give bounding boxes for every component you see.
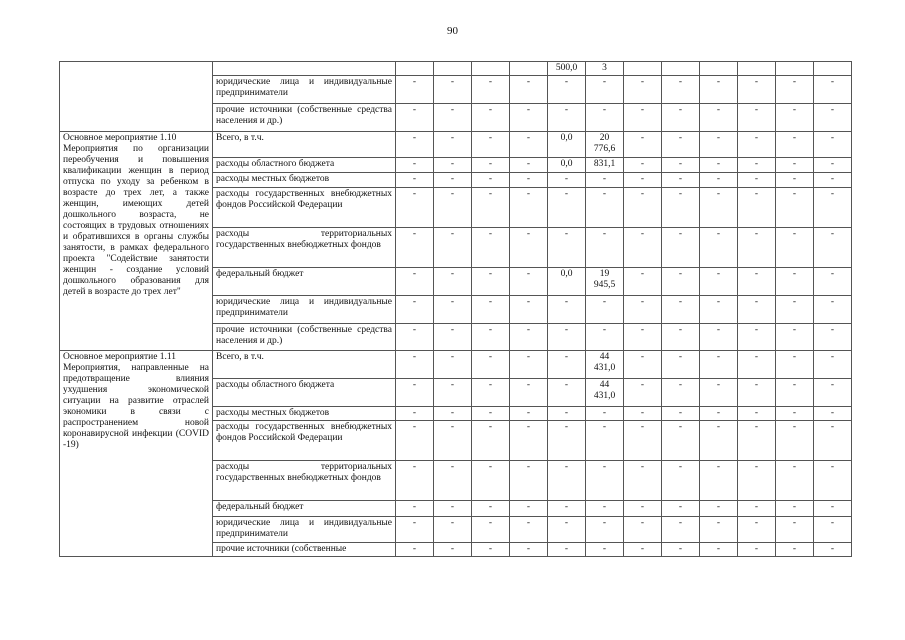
value-cell: - xyxy=(700,501,738,517)
value-cell: - xyxy=(434,461,472,501)
value-cell: - xyxy=(814,421,852,461)
value-cell: - xyxy=(472,132,510,158)
value-cell: - xyxy=(548,543,586,557)
value-cell xyxy=(700,62,738,76)
value-cell: - xyxy=(662,76,700,104)
value-cell xyxy=(776,62,814,76)
value-cell: - xyxy=(396,268,434,296)
value-cell xyxy=(434,62,472,76)
value-cell: - xyxy=(510,173,548,188)
value-cell: - xyxy=(700,296,738,324)
value-cell: - xyxy=(586,324,624,351)
value-cell: 44 431,0 xyxy=(586,379,624,407)
value-cell: - xyxy=(396,461,434,501)
value-cell: - xyxy=(662,173,700,188)
value-cell: - xyxy=(434,421,472,461)
measure-1-10 xyxy=(60,132,213,351)
value-cell: - xyxy=(472,188,510,228)
value-cell: 19 945,5 xyxy=(586,268,624,296)
value-cell: - xyxy=(586,228,624,268)
value-cell: - xyxy=(776,461,814,501)
value-cell xyxy=(738,62,776,76)
value-cell: - xyxy=(624,228,662,268)
value-cell: - xyxy=(472,421,510,461)
value-cell: - xyxy=(434,407,472,421)
value-cell: - xyxy=(586,407,624,421)
value-cell: - xyxy=(776,296,814,324)
value-cell: - xyxy=(510,228,548,268)
value-cell: - xyxy=(738,324,776,351)
value-cell: - xyxy=(624,461,662,501)
value-cell: - xyxy=(396,188,434,228)
value-cell: - xyxy=(472,296,510,324)
value-cell: - xyxy=(548,76,586,104)
value-cell: - xyxy=(586,501,624,517)
value-cell: - xyxy=(472,379,510,407)
source-label: юридические лица и индивидуальные предприниматели xyxy=(213,76,396,104)
value-cell: - xyxy=(510,324,548,351)
source-label: расходы государственных внебюджетных фондов Российской Федерации xyxy=(213,188,396,228)
value-cell: - xyxy=(700,324,738,351)
value-cell: - xyxy=(548,351,586,379)
value-cell: - xyxy=(510,296,548,324)
value-cell: - xyxy=(662,421,700,461)
value-cell: - xyxy=(776,132,814,158)
value-cell: - xyxy=(738,132,776,158)
value-cell: - xyxy=(738,188,776,228)
value-cell: - xyxy=(662,407,700,421)
value-cell: - xyxy=(814,188,852,228)
value-cell: - xyxy=(624,407,662,421)
measure-1-11 xyxy=(60,351,213,557)
value-cell: - xyxy=(472,501,510,517)
value-cell xyxy=(662,62,700,76)
value-cell: - xyxy=(548,104,586,132)
value-cell: - xyxy=(700,351,738,379)
source-label: Всего, в т.ч. xyxy=(213,132,396,158)
value-cell: - xyxy=(814,501,852,517)
value-cell: - xyxy=(434,379,472,407)
value-cell: - xyxy=(738,501,776,517)
value-cell: - xyxy=(586,296,624,324)
value-cell: - xyxy=(700,407,738,421)
value-cell: - xyxy=(434,228,472,268)
value-cell: - xyxy=(510,407,548,421)
value-cell: - xyxy=(548,228,586,268)
value-cell: - xyxy=(586,173,624,188)
value-cell: - xyxy=(776,158,814,173)
value-cell: - xyxy=(396,501,434,517)
value-cell: - xyxy=(396,351,434,379)
source-label xyxy=(213,62,396,76)
value-cell: - xyxy=(814,407,852,421)
table-row xyxy=(60,132,852,158)
value-cell: - xyxy=(814,104,852,132)
value-cell: - xyxy=(510,268,548,296)
value-cell: - xyxy=(662,501,700,517)
value-cell: - xyxy=(814,228,852,268)
value-cell: - xyxy=(662,543,700,557)
source-label: прочие источники (собственные xyxy=(213,543,396,557)
value-cell: - xyxy=(510,76,548,104)
value-cell: - xyxy=(662,158,700,173)
value-cell: - xyxy=(662,379,700,407)
value-cell: - xyxy=(814,296,852,324)
value-cell: - xyxy=(700,228,738,268)
source-label: прочие источники (собственные средства населения и др.) xyxy=(213,324,396,351)
value-cell: - xyxy=(700,173,738,188)
value-cell: - xyxy=(434,76,472,104)
source-label: расходы территориальных государственных внебюджетных фондов xyxy=(213,461,396,501)
value-cell: - xyxy=(624,158,662,173)
source-label: юридические лица и индивидуальные предприниматели xyxy=(213,296,396,324)
value-cell: 20 776,6 xyxy=(586,132,624,158)
source-label: юридические лица и индивидуальные предприниматели xyxy=(213,517,396,543)
value-cell: 500,0 xyxy=(548,62,586,76)
value-cell: - xyxy=(396,421,434,461)
value-cell: - xyxy=(472,268,510,296)
value-cell: - xyxy=(662,268,700,296)
value-cell: - xyxy=(472,543,510,557)
value-cell: - xyxy=(472,351,510,379)
value-cell: - xyxy=(700,268,738,296)
value-cell: - xyxy=(700,421,738,461)
value-cell: - xyxy=(776,517,814,543)
page-number: 90 xyxy=(447,25,458,37)
source-label: Всего, в т.ч. xyxy=(213,351,396,379)
value-cell: - xyxy=(776,501,814,517)
value-cell: - xyxy=(700,132,738,158)
value-cell: - xyxy=(434,324,472,351)
value-cell xyxy=(472,62,510,76)
value-cell: 0,0 xyxy=(548,132,586,158)
source-label: прочие источники (собственные средства населения и др.) xyxy=(213,104,396,132)
value-cell: - xyxy=(434,268,472,296)
value-cell: - xyxy=(738,543,776,557)
value-cell: - xyxy=(586,517,624,543)
value-cell: - xyxy=(662,104,700,132)
value-cell: - xyxy=(738,268,776,296)
value-cell: - xyxy=(510,351,548,379)
value-cell: - xyxy=(814,158,852,173)
source-label: расходы местных бюджетов xyxy=(213,407,396,421)
measure-cell-empty xyxy=(60,62,213,132)
value-cell: - xyxy=(472,173,510,188)
value-cell xyxy=(510,62,548,76)
value-cell xyxy=(814,62,852,76)
value-cell: - xyxy=(586,461,624,501)
value-cell: - xyxy=(396,407,434,421)
value-cell: - xyxy=(814,379,852,407)
value-cell: - xyxy=(738,296,776,324)
value-cell xyxy=(396,62,434,76)
value-cell: - xyxy=(510,158,548,173)
value-cell: - xyxy=(700,158,738,173)
value-cell: - xyxy=(396,158,434,173)
table-row xyxy=(60,62,852,76)
value-cell: - xyxy=(434,173,472,188)
value-cell: - xyxy=(510,461,548,501)
value-cell: - xyxy=(510,543,548,557)
value-cell: - xyxy=(814,351,852,379)
value-cell: - xyxy=(776,407,814,421)
value-cell: 831,1 xyxy=(586,158,624,173)
value-cell: - xyxy=(738,517,776,543)
value-cell: - xyxy=(624,351,662,379)
value-cell: - xyxy=(434,296,472,324)
value-cell: - xyxy=(548,188,586,228)
value-cell: - xyxy=(662,228,700,268)
value-cell: - xyxy=(510,188,548,228)
value-cell: - xyxy=(434,543,472,557)
source-label: расходы территориальных государственных внебюджетных фондов xyxy=(213,228,396,268)
value-cell: - xyxy=(662,517,700,543)
value-cell: - xyxy=(472,158,510,173)
value-cell: - xyxy=(434,351,472,379)
value-cell: - xyxy=(624,188,662,228)
value-cell: - xyxy=(814,461,852,501)
value-cell: 3 xyxy=(586,62,624,76)
source-label: расходы областного бюджета xyxy=(213,158,396,173)
value-cell: - xyxy=(472,104,510,132)
source-label: федеральный бюджет xyxy=(213,501,396,517)
value-cell: - xyxy=(776,324,814,351)
value-cell: - xyxy=(586,104,624,132)
value-cell: - xyxy=(662,132,700,158)
value-cell: - xyxy=(434,132,472,158)
budget-table xyxy=(59,61,852,557)
value-cell: - xyxy=(738,461,776,501)
value-cell: - xyxy=(738,173,776,188)
value-cell: - xyxy=(776,543,814,557)
value-cell: - xyxy=(624,379,662,407)
value-cell: - xyxy=(548,517,586,543)
value-cell: - xyxy=(700,104,738,132)
value-cell: - xyxy=(814,76,852,104)
value-cell: - xyxy=(548,461,586,501)
value-cell: - xyxy=(510,517,548,543)
value-cell: - xyxy=(624,296,662,324)
value-cell: - xyxy=(814,268,852,296)
value-cell: - xyxy=(776,76,814,104)
value-cell: 44 431,0 xyxy=(586,351,624,379)
value-cell: - xyxy=(662,296,700,324)
measure-title: Основное мероприятие 1.11 xyxy=(63,352,177,362)
source-label: расходы государственных внебюджетных фондов Российской Федерации xyxy=(213,421,396,461)
value-cell: - xyxy=(434,158,472,173)
value-cell: - xyxy=(624,543,662,557)
source-label: расходы местных бюджетов xyxy=(213,173,396,188)
value-cell: - xyxy=(814,173,852,188)
value-cell: - xyxy=(700,461,738,501)
value-cell: - xyxy=(776,421,814,461)
value-cell: - xyxy=(624,104,662,132)
value-cell: - xyxy=(396,132,434,158)
value-cell: - xyxy=(624,268,662,296)
value-cell: - xyxy=(510,501,548,517)
value-cell: - xyxy=(548,379,586,407)
value-cell: - xyxy=(776,351,814,379)
value-cell: - xyxy=(548,324,586,351)
source-label: расходы областного бюджета xyxy=(213,379,396,407)
value-cell: - xyxy=(548,407,586,421)
value-cell: - xyxy=(396,324,434,351)
value-cell: - xyxy=(738,104,776,132)
value-cell: - xyxy=(738,421,776,461)
value-cell: - xyxy=(396,379,434,407)
value-cell: - xyxy=(396,296,434,324)
measure-title: Основное мероприятие 1.10 xyxy=(63,133,177,143)
value-cell: - xyxy=(434,501,472,517)
value-cell: - xyxy=(548,296,586,324)
value-cell: - xyxy=(662,324,700,351)
value-cell: - xyxy=(586,421,624,461)
value-cell: - xyxy=(624,421,662,461)
value-cell: - xyxy=(776,379,814,407)
value-cell: - xyxy=(814,543,852,557)
value-cell: - xyxy=(662,351,700,379)
value-cell: - xyxy=(434,517,472,543)
value-cell: - xyxy=(434,188,472,228)
value-cell: - xyxy=(472,76,510,104)
value-cell: - xyxy=(548,173,586,188)
value-cell: - xyxy=(776,228,814,268)
value-cell: - xyxy=(662,188,700,228)
value-cell: - xyxy=(738,228,776,268)
value-cell: 0,0 xyxy=(548,158,586,173)
value-cell: - xyxy=(586,188,624,228)
value-cell: - xyxy=(472,228,510,268)
value-cell: - xyxy=(586,76,624,104)
value-cell: - xyxy=(396,543,434,557)
value-cell: - xyxy=(738,379,776,407)
value-cell: - xyxy=(472,324,510,351)
value-cell: - xyxy=(624,76,662,104)
value-cell: - xyxy=(548,501,586,517)
value-cell: - xyxy=(624,132,662,158)
value-cell: - xyxy=(624,501,662,517)
value-cell: - xyxy=(700,379,738,407)
value-cell: - xyxy=(396,517,434,543)
value-cell: - xyxy=(548,421,586,461)
value-cell: - xyxy=(814,132,852,158)
source-label: федеральный бюджет xyxy=(213,268,396,296)
value-cell: - xyxy=(814,324,852,351)
value-cell: - xyxy=(472,407,510,421)
value-cell: - xyxy=(700,517,738,543)
value-cell: 0,0 xyxy=(548,268,586,296)
value-cell: - xyxy=(396,76,434,104)
value-cell: - xyxy=(396,104,434,132)
value-cell: - xyxy=(776,104,814,132)
value-cell: - xyxy=(814,517,852,543)
value-cell: - xyxy=(396,228,434,268)
value-cell: - xyxy=(662,461,700,501)
value-cell: - xyxy=(776,268,814,296)
measure-description: Мероприятия, направленные на предотвращение влияния ухудшения экономической ситуации на развитие отраслей экономики в связи с распространением новой коронавирусной инфекции (COVID -19) xyxy=(63,363,209,450)
value-cell: - xyxy=(624,324,662,351)
value-cell: - xyxy=(738,407,776,421)
value-cell xyxy=(624,62,662,76)
value-cell: - xyxy=(624,517,662,543)
value-cell: - xyxy=(472,461,510,501)
value-cell: - xyxy=(510,104,548,132)
value-cell: - xyxy=(700,76,738,104)
value-cell: - xyxy=(396,173,434,188)
value-cell: - xyxy=(624,173,662,188)
value-cell: - xyxy=(700,543,738,557)
measure-description: Мероприятия по организации переобучения и повышения квалификации женщин в период отпуска по уходу за ребенком в возрасте до трех лет, а также женщин, имеющих детей дошкольного возраста, не состоящих в трудовых отношениях и обратившихся в органы службы занятости, в рамках федерального проекта "Содействие занятости женщин - создание условий дошкольного образования для детей в возрасте до трех лет" xyxy=(63,144,209,297)
value-cell: - xyxy=(776,173,814,188)
value-cell: - xyxy=(472,517,510,543)
value-cell: - xyxy=(434,104,472,132)
value-cell: - xyxy=(738,76,776,104)
value-cell: - xyxy=(776,188,814,228)
value-cell: - xyxy=(586,543,624,557)
value-cell: - xyxy=(510,379,548,407)
value-cell: - xyxy=(510,421,548,461)
value-cell: - xyxy=(510,132,548,158)
value-cell: - xyxy=(700,188,738,228)
value-cell: - xyxy=(738,158,776,173)
value-cell: - xyxy=(738,351,776,379)
table-row xyxy=(60,351,852,379)
